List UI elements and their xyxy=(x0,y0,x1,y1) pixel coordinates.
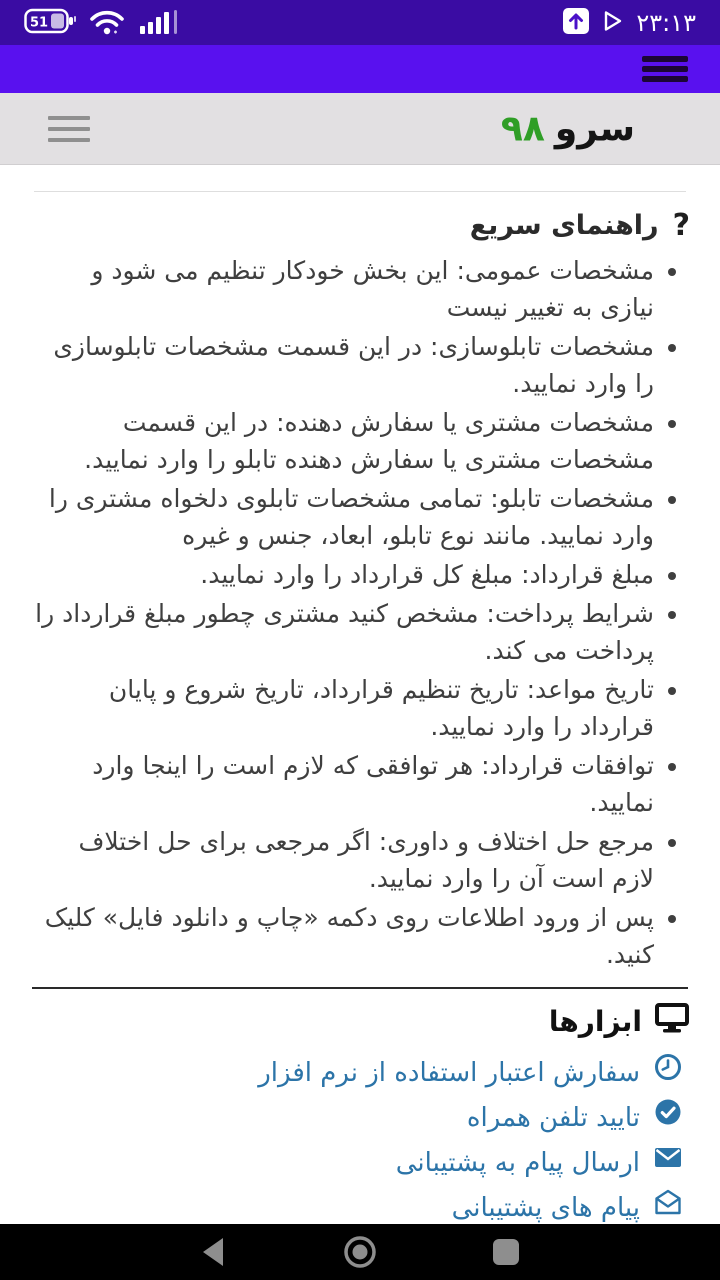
status-right-group xyxy=(562,7,696,39)
tool-item-phone-verify[interactable] xyxy=(30,1098,682,1138)
guide-item: • مبلغ قرارداد: مبلغ کل قرارداد را وارد نمایید. xyxy=(30,556,654,593)
logo-name: سرو xyxy=(554,108,635,149)
top-divider xyxy=(34,191,686,192)
back-button[interactable] xyxy=(199,1235,229,1269)
tool-item-label: تایید تلفن همراه xyxy=(466,1103,640,1133)
tool-item-label: پیام های پشتیبانی xyxy=(451,1193,640,1223)
recents-button[interactable] xyxy=(491,1237,521,1267)
signal-bars-icon xyxy=(138,6,184,40)
guide-item: • شرایط پرداخت: مشخص کنید مشتری چطور مبلغ قرارداد را پرداخت می کند. xyxy=(30,595,654,669)
app-logo xyxy=(501,108,635,149)
upload-notification-icon xyxy=(562,7,590,39)
guide-item: • توافقات قرارداد: هر توافقی که لازم است را اینجا وارد نمایید. xyxy=(30,747,654,821)
logo-number: ۹۸ xyxy=(500,108,545,149)
question-mark-icon: ? xyxy=(672,208,690,243)
tools-title-label: ابزارها xyxy=(548,1004,642,1038)
wifi-icon xyxy=(88,6,126,40)
guide-item: • مشخصات تابلوسازی: در این قسمت مشخصات تابلوسازی را وارد نمایید. xyxy=(30,328,654,402)
logo-toolbar xyxy=(0,93,720,165)
tool-item-label: سفارش اعتبار استفاده از نرم افزار xyxy=(258,1058,640,1088)
guide-item: • مشخصات عمومی: این بخش خودکار تنظیم می شود و نیازی به تغییر نیست xyxy=(30,252,654,326)
tools-list xyxy=(30,1053,690,1224)
tool-item-support-messages[interactable] xyxy=(30,1188,682,1224)
guide-item: • تاریخ مواعد: تاریخ تنظیم قرارداد، تاریخ شروع و پایان قرارداد را وارد نمایید. xyxy=(30,671,654,745)
envelope-icon xyxy=(654,1143,682,1183)
guide-item: • پس از ورود اطلاعات روی دکمه «چاپ و دانلود فایل» کلیک کنید. xyxy=(30,899,654,973)
guide-item: • مرجع حل اختلاف و داوری: اگر مرجعی برای حل اختلاف لازم است آن را وارد نمایید. xyxy=(30,823,654,897)
drawer-hamburger-icon[interactable] xyxy=(48,116,90,142)
menu-hamburger-icon[interactable] xyxy=(642,56,688,82)
tools-heading xyxy=(30,1001,690,1041)
android-nav-bar xyxy=(0,1224,720,1280)
main-content xyxy=(0,165,720,1224)
check-circle-icon xyxy=(654,1098,682,1138)
clock-time: ۲۳:۱۳ xyxy=(636,8,696,37)
clock-icon xyxy=(654,1053,682,1093)
monitor-icon xyxy=(654,1001,690,1041)
guide-item: • مشخصات تابلو: تمامی مشخصات تابلوی دلخواه مشتری را وارد نمایید. مانند نوع تابلو، ابعاد، جنس و غیره xyxy=(30,480,654,554)
guide-list xyxy=(30,252,690,973)
app-bar xyxy=(0,45,720,93)
guide-item: • مشخصات مشتری یا سفارش دهنده: در این قسمت مشخصات مشتری یا سفارش دهنده تابلو را وارد نمایید. xyxy=(30,404,654,478)
home-button[interactable] xyxy=(341,1233,379,1271)
tool-item-credit-order[interactable] xyxy=(30,1053,682,1093)
envelope-open-icon xyxy=(654,1188,682,1224)
tool-item-send-message[interactable] xyxy=(30,1143,682,1183)
svg-text:51: 51 xyxy=(29,15,49,30)
guide-heading xyxy=(30,208,690,243)
battery-icon xyxy=(24,8,76,38)
tools-divider xyxy=(32,987,688,989)
status-bar xyxy=(0,0,720,45)
tool-item-label: ارسال پیام به پشتیبانی xyxy=(395,1148,640,1178)
guide-title-label: راهنمای سریع xyxy=(469,210,659,241)
status-left-group xyxy=(24,6,184,40)
play-outline-icon xyxy=(602,9,624,37)
